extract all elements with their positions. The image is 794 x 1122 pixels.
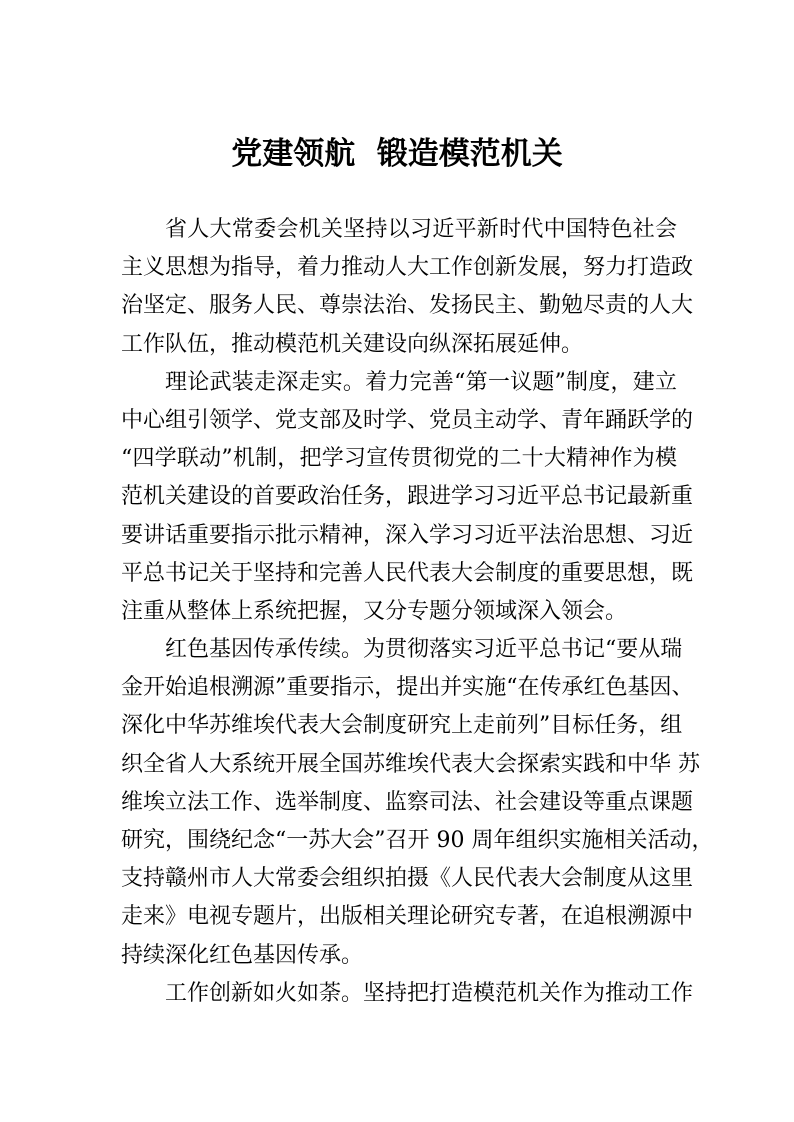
text-line: 范机关建设的首要政治任务，跟进学习习近平总书记最新重 [121, 484, 694, 510]
text-line: 深化中华苏维埃代表大会制度研究上走前列”目标任务，组 [121, 713, 683, 739]
text-line: 要讲话重要指示批示精神，深入学习习近平法治思想、习近 [121, 522, 694, 548]
paragraph-intro [121, 211, 694, 364]
text-line: 工作创新如火如荼。坚持把打造模范机关作为推动工作 [165, 980, 694, 1006]
text-line: 走来》电视专题片，出版相关理论研究专著，在追根溯源中 [121, 904, 694, 930]
text-line: 理论武装走深走实。着力完善“第一议题”制度，建立 [165, 369, 677, 395]
text-line: “四学联动”机制，把学习宣传贯彻党的二十大精神作为模 [121, 446, 677, 472]
text-line: 中心组引领学、党支部及时学、党员主动学、青年踊跃学的 [121, 407, 694, 433]
text-line: 维埃立法工作、选举制度、监察司法、社会建设等重点课题 [121, 789, 694, 815]
text-line: 持续深化红色基因传承。 [121, 942, 364, 968]
text-line: 治坚定、服务人民、尊崇法治、发扬民主、勤勉尽责的人大 [121, 293, 694, 319]
text-line: 主义思想为指导，着力推动人大工作创新发展，努力打造政 [121, 255, 694, 281]
document-body [121, 211, 714, 1013]
text-line: 金开始追根溯源”重要指示，提出并实施“在传承红色基因、 [121, 675, 694, 701]
text-line: 织全省人大系统开展全国苏维埃代表大会探索实践和中华 苏 [121, 751, 700, 777]
text-line: 研究，围绕纪念“一苏大会”召开 90 周年组织实施相关活动， [121, 828, 714, 853]
text-line: 省人大常委会机关坚持以习近平新时代中国特色社会 [165, 217, 677, 242]
paragraph-theory [121, 364, 694, 631]
text-line: 注重从整体上系统把握，又分专题分领域深入领会。 [121, 598, 628, 624]
document-title: 党建领航 锻造模范机关 [231, 136, 563, 172]
paragraph-innovation [121, 975, 694, 1013]
text-line: 红色基因传承传续。为贯彻落实习近平总书记“要从瑞 [165, 637, 683, 663]
paragraph-red-gene [121, 631, 714, 975]
text-line: 支持赣州市人大常委会组织拍摄《人民代表大会制度从这里 [121, 866, 694, 892]
text-line: 平总书记关于坚持和完善人民代表大会制度的重要思想，既 [121, 560, 694, 586]
text-line: 工作队伍，推动模范机关建设向纵深拓展延伸。 [121, 331, 584, 357]
